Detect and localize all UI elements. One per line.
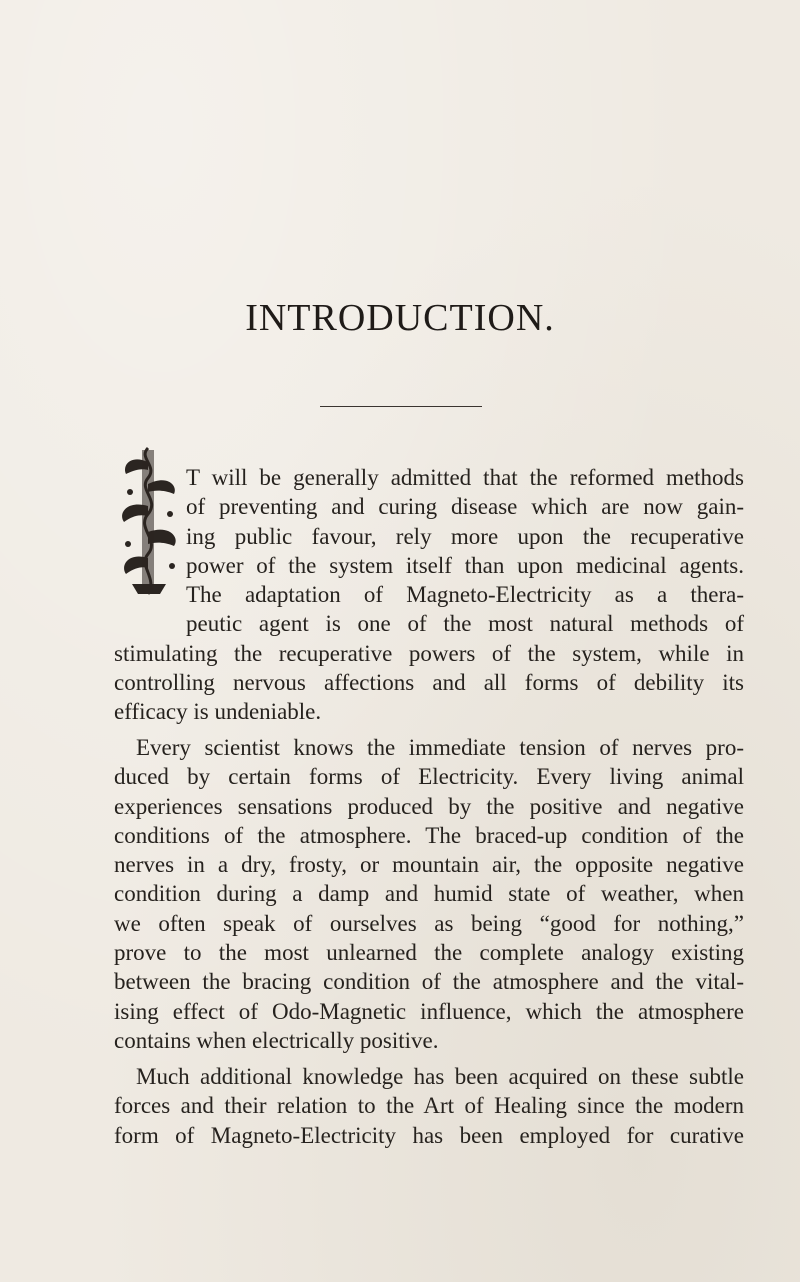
text-line: duced by certain forms of Electricity. Every living animal — [114, 764, 744, 790]
text-line: forces and their relation to the Art of Healing since the modern — [114, 1093, 744, 1119]
text-line: form of Magneto-Electricity has been employed for curative — [114, 1122, 744, 1148]
text-line: efficacy is undeniable. — [114, 699, 322, 725]
paragraph-2 — [114, 733, 744, 1055]
text-line: contains when electrically positive. — [114, 1027, 439, 1053]
text-line: we often speak of ourselves as being “good for nothing,” — [114, 910, 744, 936]
title-divider — [320, 406, 482, 407]
text-line: ing public favour, rely more upon the recuperative — [186, 523, 744, 549]
text-line: conditions of the atmosphere. The braced-up condition of the — [114, 822, 744, 848]
text-line: condition during a damp and humid state of weather, when — [114, 881, 744, 907]
text-line: Every scientist knows the immediate tension of nerves pro- — [136, 735, 744, 760]
chapter-title: INTRODUCTION. — [245, 297, 555, 339]
text-line: of preventing and curing disease which are now gain- — [186, 494, 744, 520]
paragraph-3 — [114, 1062, 744, 1150]
text-line: prove to the most unlearned the complete analogy existing — [114, 940, 744, 966]
text-line: The adaptation of Magneto-Electricity as a thera- — [186, 582, 744, 608]
paragraph-1 — [114, 463, 744, 727]
text-line: between the bracing condition of the atmosphere and the vital- — [114, 969, 744, 995]
text-line: stimulating the recuperative powers of the system, while in — [114, 640, 744, 666]
text-line: controlling nervous affections and all forms of debility its — [114, 670, 744, 696]
text-line: Much additional knowledge has been acquired on these subtle — [136, 1064, 744, 1089]
text-line: power of the system itself than upon medicinal agents. — [186, 552, 744, 578]
text-line: nerves in a dry, frosty, or mountain air, the opposite negative — [114, 852, 744, 878]
text-line: peutic agent is one of the most natural methods of — [186, 611, 744, 637]
text-line: T will be generally admitted that the reformed methods — [186, 465, 744, 490]
text-line: experiences sensations produced by the positive and negative — [114, 793, 744, 819]
text-line: ising effect of Odo-Magnetic influence, which the atmosphere — [114, 998, 744, 1024]
